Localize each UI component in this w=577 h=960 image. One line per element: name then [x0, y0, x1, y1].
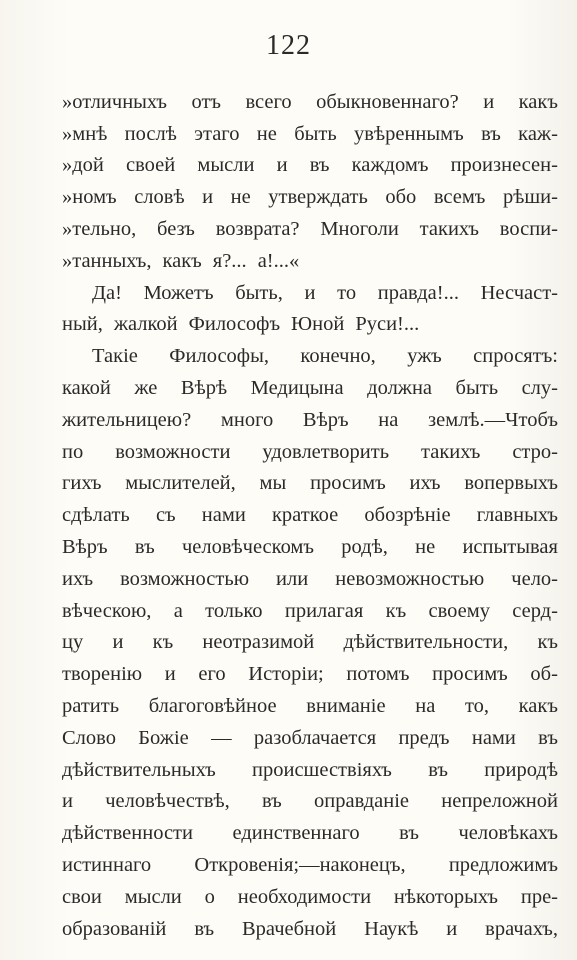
word: человѣкахъ: [458, 822, 558, 845]
text-line: [62, 464, 558, 496]
word: всего: [245, 90, 292, 113]
word: стро-: [512, 440, 558, 463]
word: мыслителей,: [125, 472, 236, 495]
word: и: [112, 631, 124, 654]
word: каждомъ: [351, 154, 429, 177]
word: Откровенія;—наконецъ,: [194, 853, 406, 876]
text-line: [62, 241, 558, 273]
word: жительницею?: [62, 408, 192, 431]
word: правда!...: [377, 281, 459, 304]
word: воспи-: [499, 217, 558, 240]
word: а: [173, 599, 183, 622]
word: возврата?: [215, 217, 300, 240]
word: предъ: [398, 726, 450, 749]
word: вниманіе: [306, 694, 386, 717]
word: нѣкоторыхъ: [393, 885, 498, 908]
word: »дой: [62, 154, 104, 177]
text-line: [62, 877, 558, 909]
text-line: [62, 146, 558, 178]
word: безъ: [157, 217, 195, 240]
word: землѣ.—Чтобъ: [428, 408, 558, 431]
word: на: [415, 694, 436, 717]
word: образованій: [62, 917, 167, 940]
text-line: [62, 495, 558, 527]
word: на: [378, 408, 399, 431]
word: Вѣрѣ: [180, 376, 228, 399]
word: гихъ: [62, 472, 102, 495]
word: не: [256, 122, 277, 145]
word: или: [276, 567, 309, 590]
word: »тельно,: [62, 217, 137, 240]
word: всемъ: [433, 186, 486, 209]
word: об-: [530, 663, 558, 686]
word: Врачебной: [242, 917, 337, 940]
word: цу: [62, 631, 84, 654]
word: человѣческомъ: [181, 535, 315, 558]
word: Философъ: [188, 313, 281, 336]
word: пре-: [520, 885, 558, 908]
word: ужъ: [407, 345, 442, 368]
word: не: [415, 535, 436, 558]
word: только: [205, 599, 263, 622]
text-line: [62, 845, 558, 877]
word: дѣйствительныхъ: [62, 758, 216, 781]
word: обо: [385, 186, 417, 209]
word: потомъ: [346, 663, 410, 686]
word: произнесен-: [450, 154, 558, 177]
word: разоблачается: [253, 726, 377, 749]
word: дѣйственности: [62, 822, 193, 845]
word: словѣ: [134, 186, 185, 209]
word: дѣйствительности,: [343, 631, 509, 654]
text-line: [62, 591, 558, 623]
word: возможности: [115, 440, 231, 463]
word: просимъ: [432, 663, 508, 686]
word: —: [211, 726, 232, 749]
text-line: [62, 909, 558, 941]
word: Медицына: [250, 376, 344, 399]
text-line: [62, 336, 558, 368]
word: и: [446, 917, 458, 940]
word: отъ: [191, 90, 222, 113]
word: человѣчествѣ,: [105, 790, 230, 813]
word: »номъ: [62, 186, 117, 209]
word: должна: [367, 376, 433, 399]
text-line: [62, 368, 558, 400]
word: къ: [385, 599, 407, 622]
text-line: [62, 177, 558, 209]
text-line: [62, 114, 558, 146]
word: въ: [538, 726, 558, 749]
word: »мнѣ: [62, 122, 108, 145]
word: неотразимой: [202, 631, 315, 654]
word: въ: [134, 535, 155, 558]
text-line: [62, 209, 558, 241]
word: такихъ: [421, 440, 481, 463]
word: Руси!...: [355, 313, 420, 336]
text-line: [62, 527, 558, 559]
word: конечно,: [300, 345, 376, 368]
word: истиннаго: [62, 853, 152, 876]
word: вопервыхъ: [464, 472, 558, 495]
word: рѣши-: [502, 186, 558, 209]
word: нами: [201, 504, 246, 527]
word: просимъ: [310, 472, 386, 495]
word: ихъ: [62, 567, 94, 590]
text-line: [62, 813, 558, 845]
word: врачахъ,: [485, 917, 558, 940]
word: о: [204, 885, 215, 908]
word: его: [198, 663, 226, 686]
word: творенію: [62, 663, 143, 686]
word: испытывая: [462, 535, 558, 558]
word: а!...«: [257, 249, 300, 272]
word: послѣ: [124, 122, 177, 145]
word: »отличныхъ: [62, 90, 168, 113]
word: какъ: [518, 694, 558, 717]
word: мы: [259, 472, 287, 495]
word: быть,: [235, 281, 283, 304]
word: »танныхъ,: [62, 249, 152, 272]
word: въ: [262, 790, 282, 813]
word: сдѣлать: [62, 504, 130, 527]
word: Вѣръ: [302, 408, 349, 431]
word: въ: [309, 154, 330, 177]
word: свои: [62, 885, 102, 908]
word: Да!: [92, 281, 122, 304]
word: мысли: [197, 154, 255, 177]
word: обыкновеннаго?: [316, 90, 459, 113]
text-line: [62, 400, 558, 432]
text-line: [62, 82, 558, 114]
text-line: [62, 559, 558, 591]
word: чело-: [511, 567, 558, 590]
word: ратить: [62, 694, 120, 717]
word: Вѣръ: [62, 535, 108, 558]
word: ный,: [62, 313, 103, 336]
word: единственнаго: [232, 822, 360, 845]
word: жалкой: [113, 313, 178, 336]
word: невозможностью: [335, 567, 485, 590]
word: и: [276, 154, 288, 177]
text-line: [62, 782, 558, 814]
word: въ: [194, 917, 215, 940]
word: и: [164, 663, 176, 686]
word: Несчаст-: [480, 281, 558, 304]
text-line: [62, 273, 558, 305]
word: каж-: [518, 122, 558, 145]
body-text: [62, 82, 558, 941]
word: съ: [155, 504, 176, 527]
word: возможностью: [120, 567, 250, 590]
word: необходимости: [237, 885, 372, 908]
word: ихъ: [409, 472, 441, 495]
word: родѣ,: [341, 535, 388, 558]
word: же: [134, 376, 158, 399]
word: происшествіяхъ: [252, 758, 392, 781]
word: нами: [471, 726, 516, 749]
word: Наукѣ: [364, 917, 419, 940]
page-number: 122: [266, 30, 311, 61]
text-line: [62, 623, 558, 655]
text-line: [62, 718, 558, 750]
word: Юной: [291, 313, 345, 336]
word: не: [230, 186, 251, 209]
word: Многоли: [320, 217, 399, 240]
word: въ: [399, 822, 419, 845]
word: такихъ: [419, 217, 479, 240]
word: Исторіи;: [248, 663, 324, 686]
word: мысли: [124, 885, 182, 908]
word: къ: [537, 631, 558, 654]
word: удовлетворить: [262, 440, 390, 463]
text-line: [62, 305, 558, 337]
word: этаго: [194, 122, 240, 145]
word: быть: [294, 122, 337, 145]
text-line: [62, 686, 558, 718]
word: прилагая: [284, 599, 364, 622]
word: предложимъ: [448, 853, 558, 876]
word: краткое: [271, 504, 339, 527]
word: много: [220, 408, 274, 431]
word: утверждать: [268, 186, 368, 209]
word: къ: [152, 631, 174, 654]
word: серд-: [512, 599, 558, 622]
word: обозрѣніе: [364, 504, 451, 527]
word: увѣреннымъ: [354, 122, 464, 145]
word: какой: [62, 376, 111, 399]
word: Слово: [62, 726, 116, 749]
word: Философы,: [169, 345, 269, 368]
word: какъ: [162, 249, 202, 272]
word: слу-: [521, 376, 558, 399]
word: природѣ: [484, 758, 558, 781]
word: главныхъ: [476, 504, 558, 527]
word: въ: [481, 122, 501, 145]
word: спросятъ:: [473, 345, 558, 368]
word: вѣческою,: [62, 599, 152, 622]
word: благоговѣйное: [148, 694, 277, 717]
word: я?...: [212, 249, 247, 272]
word: и: [62, 790, 73, 813]
word: по: [62, 440, 84, 463]
text-line: [62, 432, 558, 464]
word: оправданіе: [314, 790, 410, 813]
text-line: [62, 750, 558, 782]
word: и: [202, 186, 214, 209]
word: своему: [428, 599, 490, 622]
word: въ: [428, 758, 448, 781]
word: Такіе: [92, 345, 138, 368]
word: то: [337, 281, 357, 304]
word: Божіе: [138, 726, 189, 749]
word: быть: [455, 376, 499, 399]
word: и: [483, 90, 495, 113]
word: своей: [126, 154, 176, 177]
word: то,: [464, 694, 490, 717]
word: Можетъ: [143, 281, 214, 304]
word: какъ: [518, 90, 558, 113]
text-line: [62, 654, 558, 686]
word: и: [304, 281, 316, 304]
word: непреложной: [441, 790, 558, 813]
